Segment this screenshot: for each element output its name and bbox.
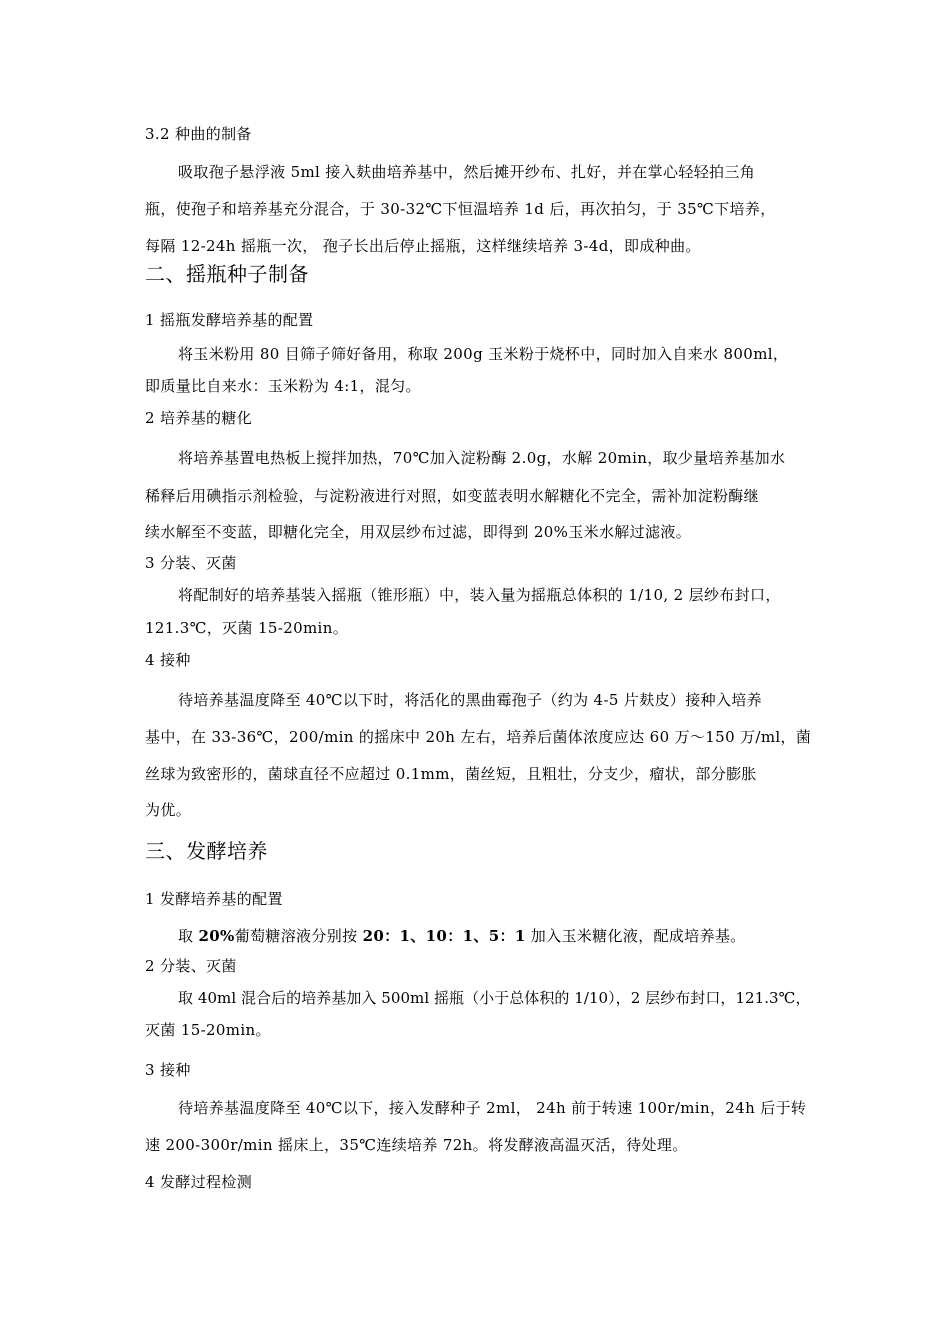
paragraph-line: 为优。	[145, 801, 192, 819]
paragraph-line: 即质量比自来水：玉米粉为 4:1，混匀。	[145, 377, 421, 395]
section-heading-3-2: 3.2 种曲的制备	[145, 125, 252, 143]
paragraph-line: 灭菌 15-20min。	[145, 1021, 271, 1039]
subsection-heading: 1 摇瓶发酵培养基的配置	[145, 311, 314, 329]
chapter-heading-3: 三、发酵培养	[145, 839, 268, 863]
paragraph-line: 吸取孢子悬浮液 5ml 接入麸曲培养基中，然后摊开纱布、扎好，并在掌心轻轻拍三角	[178, 163, 756, 181]
subsection-heading: 4 发酵过程检测	[145, 1173, 253, 1191]
subsection-heading: 2 分装、灭菌	[145, 957, 237, 975]
paragraph-line: 待培养基温度降至 40℃以下，接入发酵种子 2ml， 24h 前于转速 100r/min，24h 后于转	[178, 1099, 807, 1117]
paragraph-line: 基中，在 33-36℃，200/min 的摇床中 20h 左右，培养后菌体浓度应达 60 万～150 万/ml，菌	[145, 728, 812, 746]
paragraph-line: 续水解至不变蓝，即糖化完全，用双层纱布过滤，即得到 20%玉米水解过滤液。	[145, 523, 692, 541]
paragraph-line: 将配制好的培养基装入摇瓶（锥形瓶）中，装入量为摇瓶总体积的 1/10, 2 层纱布封口，	[178, 586, 781, 604]
text-run: 取	[178, 927, 199, 945]
subsection-heading: 4 接种	[145, 651, 191, 669]
text-run: 加入玉米糖化液，配成培养基。	[525, 927, 746, 945]
bold-text-run: 20：1、10：1、5：1	[362, 927, 526, 945]
paragraph-line: 每隔 12-24h 摇瓶一次， 孢子长出后停止摇瓶，这样继续培养 3-4d，即成种曲。	[145, 237, 701, 255]
text-run: 葡萄糖溶液分别按	[234, 927, 363, 945]
subsection-heading: 1 发酵培养基的配置	[145, 890, 283, 908]
paragraph-line: 待培养基温度降至 40℃以下时，将活化的黑曲霉孢子（约为 4-5 片麸皮）接种入培养	[178, 691, 763, 709]
subsection-heading: 3 分装、灭菌	[145, 554, 237, 572]
paragraph-line: 速 200-300r/min 摇床上，35℃连续培养 72h。将发酵液高温灭活，待处理。	[145, 1136, 688, 1154]
paragraph-line: 瓶，使孢子和培养基充分混合，于 30-32℃下恒温培养 1d 后，再次拍匀，于 35℃下培养，	[145, 200, 776, 218]
paragraph-line: 取 40ml 混合后的培养基加入 500ml 摇瓶（小于总体积的 1/10），2 层纱布封口，121.3℃，	[178, 989, 811, 1007]
subsection-heading: 2 培养基的糖化	[145, 409, 253, 427]
paragraph-line: 丝球为致密形的，菌球直径不应超过 0.1mm，菌丝短，且粗壮，分支少，瘤状，部分膨胀	[145, 765, 757, 783]
bold-text-run: 20%	[198, 927, 235, 945]
paragraph-line	[178, 926, 746, 946]
chapter-heading-2: 二、摇瓶种子制备	[145, 262, 309, 286]
paragraph-line: 将玉米粉用 80 目筛子筛好备用，称取 200g 玉米粉于烧杯中，同时加入自来水 800ml，	[178, 345, 789, 363]
subsection-heading: 3 接种	[145, 1061, 191, 1079]
paragraph-line: 稀释后用碘指示剂检验，与淀粉液进行对照，如变蓝表明水解糖化不完全，需补加淀粉酶继	[145, 487, 760, 505]
paragraph-line: 121.3℃，灭菌 15-20min。	[145, 619, 349, 637]
paragraph-line: 将培养基置电热板上搅拌加热，70℃加入淀粉酶 2.0g，水解 20min，取少量培养基加水	[178, 449, 786, 467]
